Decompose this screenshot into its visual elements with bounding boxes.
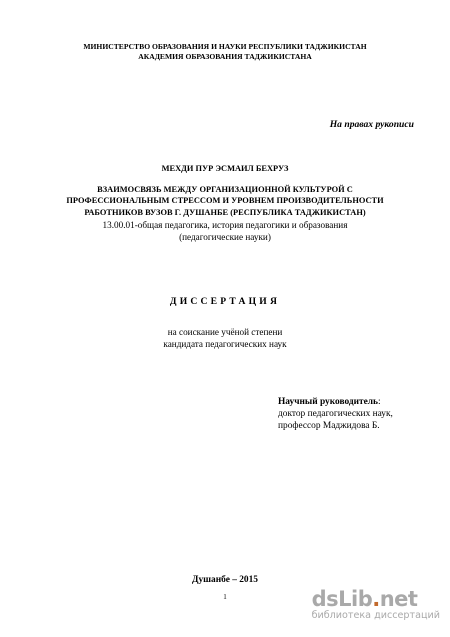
specialty-line-2: (педагогические науки): [179, 232, 271, 242]
supervisor-block: [278, 396, 393, 432]
ministry-line-1: МИНИСТЕРСТВО ОБРАЗОВАНИЯ И НАУКИ РЕСПУБЛИКИ ТАДЖИКИСТАН: [83, 42, 367, 51]
degree-info: [0, 326, 450, 350]
manuscript-note: На правах рукописи: [329, 119, 414, 130]
watermark-logo-dot: .: [372, 587, 380, 611]
supervisor-line-2: профессор Маджидова Б.: [278, 421, 380, 431]
title-line-1: ВЗАИМОСВЯЗЬ МЕЖДУ ОРГАНИЗАЦИОННОЙ КУЛЬТУРОЙ С: [97, 185, 353, 194]
watermark: [312, 588, 440, 621]
author-name: МЕХДИ ПУР ЭСМАИЛ БЕХРУЗ: [161, 164, 289, 173]
watermark-logo-part1: dsLib: [311, 587, 373, 611]
document-type-heading: ДИССЕРТАЦИЯ: [169, 296, 281, 307]
watermark-logo: [312, 588, 440, 610]
watermark-tagline: библиотека диссертаций: [311, 610, 440, 621]
watermark-logo-part2: net: [379, 587, 418, 611]
supervisor-label: Научный руководитель: [278, 397, 378, 407]
page-number: 1: [223, 593, 227, 601]
city-year: Душанбе – 2015: [192, 575, 258, 585]
specialty-line-1: 13.00.01-общая педагогика, история педагогики и образования: [102, 220, 348, 230]
supervisor-line-1: доктор педагогических наук,: [278, 409, 393, 419]
title-line-2: ПРОФЕССИОНАЛЬНЫМ СТРЕССОМ И УРОВНЕМ ПРОИЗВОДИТЕЛЬНОСТИ: [66, 196, 384, 206]
degree-line-2: кандидата педагогических наук: [163, 339, 287, 349]
ministry-line-2: АКАДЕМИЯ ОБРАЗОВАНИЯ ТАДЖИКИСТАНА: [138, 52, 312, 61]
title-line-3: РАБОТНИКОВ ВУЗОВ Г. ДУШАНБЕ (РЕСПУБЛИКА ТАДЖИКИСТАН): [84, 207, 366, 217]
supervisor-label-colon: :: [378, 397, 381, 407]
dissertation-title: [0, 184, 450, 218]
ministry-header: [0, 42, 450, 62]
supervisor-label-row: [278, 396, 393, 408]
degree-line-1: на соискание учёной степени: [167, 327, 283, 337]
specialty-info: [0, 219, 450, 243]
